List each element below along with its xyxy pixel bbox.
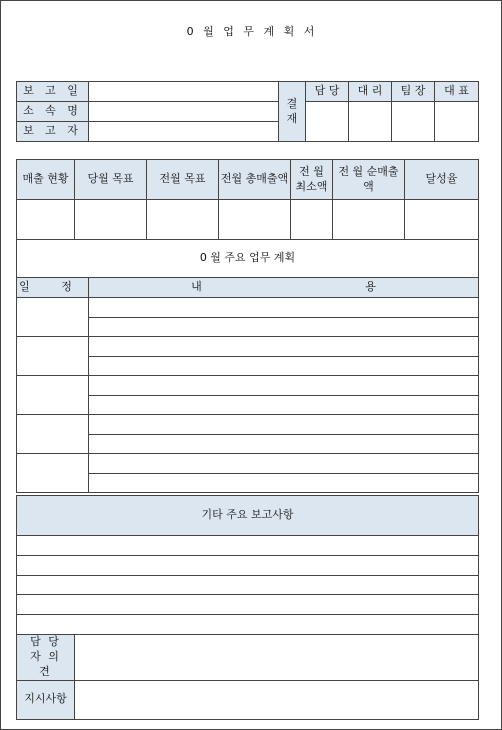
report-date-field[interactable]	[89, 82, 279, 102]
schedule-header: 일 정	[17, 278, 89, 298]
opinion-table	[16, 634, 479, 720]
content-line[interactable]	[89, 473, 479, 493]
previous-month-target-header: 전월 목표	[147, 160, 219, 200]
content-header-text: 내 용	[191, 280, 456, 294]
other-reports-line[interactable]	[17, 555, 479, 575]
approval-sign-assistant[interactable]	[349, 102, 392, 142]
other-reports-line[interactable]	[17, 536, 479, 556]
content-header	[89, 278, 479, 298]
content-line[interactable]	[89, 337, 479, 357]
previous-month-min-amount-header	[291, 160, 333, 200]
content-line[interactable]	[89, 415, 479, 435]
work-plan-title: 0 월 주요 업무 계획	[17, 240, 479, 278]
work-plan-table	[16, 239, 479, 493]
report-info-table	[16, 81, 479, 142]
department-label: 소 속 명	[17, 102, 89, 122]
other-reports-title: 기타 주요 보고사항	[17, 496, 479, 536]
manager-opinion-field[interactable]	[75, 635, 479, 681]
achievement-rate-header: 달성율	[405, 160, 479, 200]
schedule-cell-2[interactable]	[17, 337, 89, 376]
sales-status-cell[interactable]	[17, 200, 75, 240]
other-reports-table	[16, 495, 479, 635]
manager-opinion-label	[17, 635, 75, 681]
instructions-label: 지시사항	[17, 680, 75, 719]
other-reports-line[interactable]	[17, 595, 479, 615]
reporter-label: 보 고 자	[17, 122, 89, 142]
previous-month-min-amount-cell[interactable]	[291, 200, 333, 240]
schedule-cell-1[interactable]	[17, 298, 89, 337]
schedule-cell-3[interactable]	[17, 376, 89, 415]
approver-assistant-label: 대 리	[349, 82, 392, 102]
content-line[interactable]	[89, 376, 479, 396]
approval-sign-staff[interactable]	[306, 102, 349, 142]
content-line[interactable]	[89, 434, 479, 454]
previous-month-net-sales-header	[333, 160, 405, 200]
approval-label-text: 결 재	[286, 96, 298, 125]
previous-month-net-sales-cell[interactable]	[333, 200, 405, 240]
report-date-label: 보 고 일	[17, 82, 89, 102]
approval-sign-ceo[interactable]	[435, 102, 479, 142]
approval-label	[279, 82, 306, 142]
schedule-cell-5[interactable]	[17, 454, 89, 493]
reporter-field[interactable]	[89, 122, 279, 142]
schedule-cell-4[interactable]	[17, 415, 89, 454]
previous-month-min-amount-text: 전 월 최소액	[295, 164, 328, 193]
sales-status-header: 매출 현황	[17, 160, 75, 200]
current-month-target-cell[interactable]	[75, 200, 147, 240]
other-reports-line[interactable]	[17, 615, 479, 635]
approver-ceo-label: 대 표	[435, 82, 479, 102]
content-line[interactable]	[89, 317, 479, 337]
previous-month-net-sales-text: 전 월 순매출액	[338, 164, 399, 193]
other-reports-line[interactable]	[17, 575, 479, 595]
department-field[interactable]	[89, 102, 279, 122]
achievement-rate-cell[interactable]	[405, 200, 479, 240]
previous-month-total-sales-header: 전월 총매출액	[219, 160, 291, 200]
approver-team-leader-label: 팀 장	[392, 82, 435, 102]
approval-sign-team-leader[interactable]	[392, 102, 435, 142]
document-title: 0 월 업 무 계 획 서	[186, 25, 318, 38]
approver-staff-label: 담 당	[306, 82, 349, 102]
content-line[interactable]	[89, 356, 479, 376]
current-month-target-header: 당월 목표	[75, 160, 147, 200]
instructions-field[interactable]	[75, 680, 479, 719]
sales-table	[16, 159, 479, 240]
previous-month-total-sales-cell[interactable]	[219, 200, 291, 240]
content-line[interactable]	[89, 395, 479, 415]
content-line[interactable]	[89, 454, 479, 474]
content-line[interactable]	[89, 298, 479, 318]
manager-opinion-label-text: 담 당 자 의 견	[30, 635, 61, 678]
previous-month-target-cell[interactable]	[147, 200, 219, 240]
